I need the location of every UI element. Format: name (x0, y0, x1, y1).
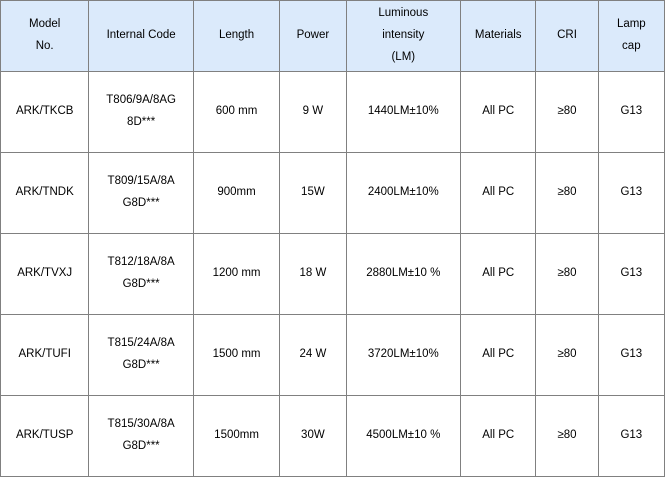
cell-line: T812/18A/8A (107, 256, 175, 269)
cell-model-no (1, 315, 89, 396)
cell-line: ARK/TVXJ (17, 267, 73, 280)
cell-line: T809/15A/8A (107, 175, 175, 188)
cell-model-no (1, 72, 89, 153)
cell-model-no (1, 234, 89, 315)
cell-line: 2400LM±10% (367, 186, 439, 199)
cell-line: 1500 mm (212, 348, 261, 361)
column-header-line: intensity (382, 29, 425, 42)
cell-line: T815/30A/8A (107, 418, 175, 431)
column-header-cri (536, 1, 598, 72)
cell-line: 3720LM±10% (367, 348, 439, 361)
cell-internal-code (89, 396, 193, 477)
cell-materials (461, 315, 536, 396)
cell-line: All PC (482, 267, 515, 280)
cell-cri (536, 396, 598, 477)
column-header-line: cap (622, 40, 641, 52)
cell-line: ARK/TUSP (15, 429, 74, 442)
cell-length (193, 315, 279, 396)
cell-luminous-intensity (346, 396, 461, 477)
cell-internal-code (89, 153, 193, 234)
cell-line: ARK/TUFI (18, 348, 71, 361)
cell-line: ≥80 (557, 105, 577, 118)
column-header-internal-code (89, 1, 193, 72)
cell-line: 30W (301, 429, 325, 442)
cell-line: 18 W (299, 267, 327, 280)
cell-luminous-intensity (346, 315, 461, 396)
cell-line: 4500LM±10 % (366, 429, 441, 442)
cell-materials (461, 396, 536, 477)
cell-line: G13 (620, 105, 643, 118)
cell-line: 8D*** (127, 116, 156, 128)
cell-line: All PC (482, 186, 515, 199)
cell-luminous-intensity (346, 153, 461, 234)
cell-line: ARK/TNDK (15, 186, 74, 199)
table-header (1, 1, 665, 72)
cell-line: 900mm (217, 186, 256, 199)
column-header-line: Materials (474, 29, 522, 42)
column-header-line: CRI (557, 29, 577, 42)
column-header-length (193, 1, 279, 72)
cell-line: ≥80 (557, 429, 577, 442)
column-header-power (280, 1, 346, 72)
table-row (1, 234, 665, 315)
cell-length (193, 234, 279, 315)
cell-line: 9 W (302, 105, 324, 118)
column-header-line: Power (296, 29, 330, 42)
cell-length (193, 396, 279, 477)
cell-power (280, 396, 346, 477)
table-body (1, 72, 665, 477)
cell-cri (536, 72, 598, 153)
table-row (1, 396, 665, 477)
cell-line: ARK/TKCB (15, 105, 74, 118)
column-header-materials (461, 1, 536, 72)
column-header-lamp-cap (598, 1, 664, 72)
cell-materials (461, 153, 536, 234)
cell-line: ≥80 (557, 186, 577, 199)
cell-luminous-intensity (346, 72, 461, 153)
cell-line: G8D*** (122, 359, 160, 371)
column-header-line: Model (29, 18, 61, 31)
cell-line: ≥80 (557, 348, 577, 361)
cell-cri (536, 315, 598, 396)
cell-line: G8D*** (122, 278, 160, 290)
cell-cri (536, 234, 598, 315)
column-header-luminous-intensity (346, 1, 461, 72)
cell-lamp-cap (598, 396, 664, 477)
table-row (1, 72, 665, 153)
cell-model-no (1, 153, 89, 234)
cell-length (193, 72, 279, 153)
column-header-line: No. (35, 40, 54, 52)
cell-power (280, 72, 346, 153)
cell-internal-code (89, 234, 193, 315)
cell-line: 600 mm (215, 105, 258, 118)
cell-power (280, 315, 346, 396)
cell-lamp-cap (598, 234, 664, 315)
cell-line: T815/24A/8A (107, 337, 175, 350)
cell-line: 2880LM±10 % (366, 267, 441, 280)
cell-line: 15W (301, 186, 325, 199)
cell-line: T806/9A/8AG (106, 94, 176, 107)
cell-line: G13 (620, 429, 643, 442)
cell-line: 24 W (299, 348, 327, 361)
column-header-line: Length (218, 29, 255, 42)
cell-lamp-cap (598, 72, 664, 153)
cell-lamp-cap (598, 315, 664, 396)
cell-power (280, 153, 346, 234)
cell-line: 1200 mm (212, 267, 261, 280)
cell-line: 1440LM±10% (367, 105, 439, 118)
cell-materials (461, 234, 536, 315)
cell-line: All PC (482, 348, 515, 361)
cell-model-no (1, 396, 89, 477)
cell-materials (461, 72, 536, 153)
cell-luminous-intensity (346, 234, 461, 315)
cell-line: All PC (482, 105, 515, 118)
cell-lamp-cap (598, 153, 664, 234)
table-row (1, 315, 665, 396)
cell-line: G13 (620, 348, 643, 361)
column-header-line: Internal Code (106, 29, 176, 42)
cell-line: G8D*** (122, 197, 160, 209)
cell-line: All PC (482, 429, 515, 442)
cell-cri (536, 153, 598, 234)
table-row (1, 153, 665, 234)
cell-internal-code (89, 72, 193, 153)
column-header-line: Lamp (616, 18, 646, 31)
table-header-row (1, 1, 665, 72)
cell-internal-code (89, 315, 193, 396)
column-header-line: Luminous (378, 7, 429, 20)
cell-line: ≥80 (557, 267, 577, 280)
cell-line: G13 (620, 267, 643, 280)
cell-line: 1500mm (214, 429, 259, 442)
column-header-model-no (1, 1, 89, 72)
cell-power (280, 234, 346, 315)
cell-line: G8D*** (122, 440, 160, 452)
cell-length (193, 153, 279, 234)
cell-line: G13 (620, 186, 643, 199)
column-header-line: (LM) (391, 50, 416, 63)
